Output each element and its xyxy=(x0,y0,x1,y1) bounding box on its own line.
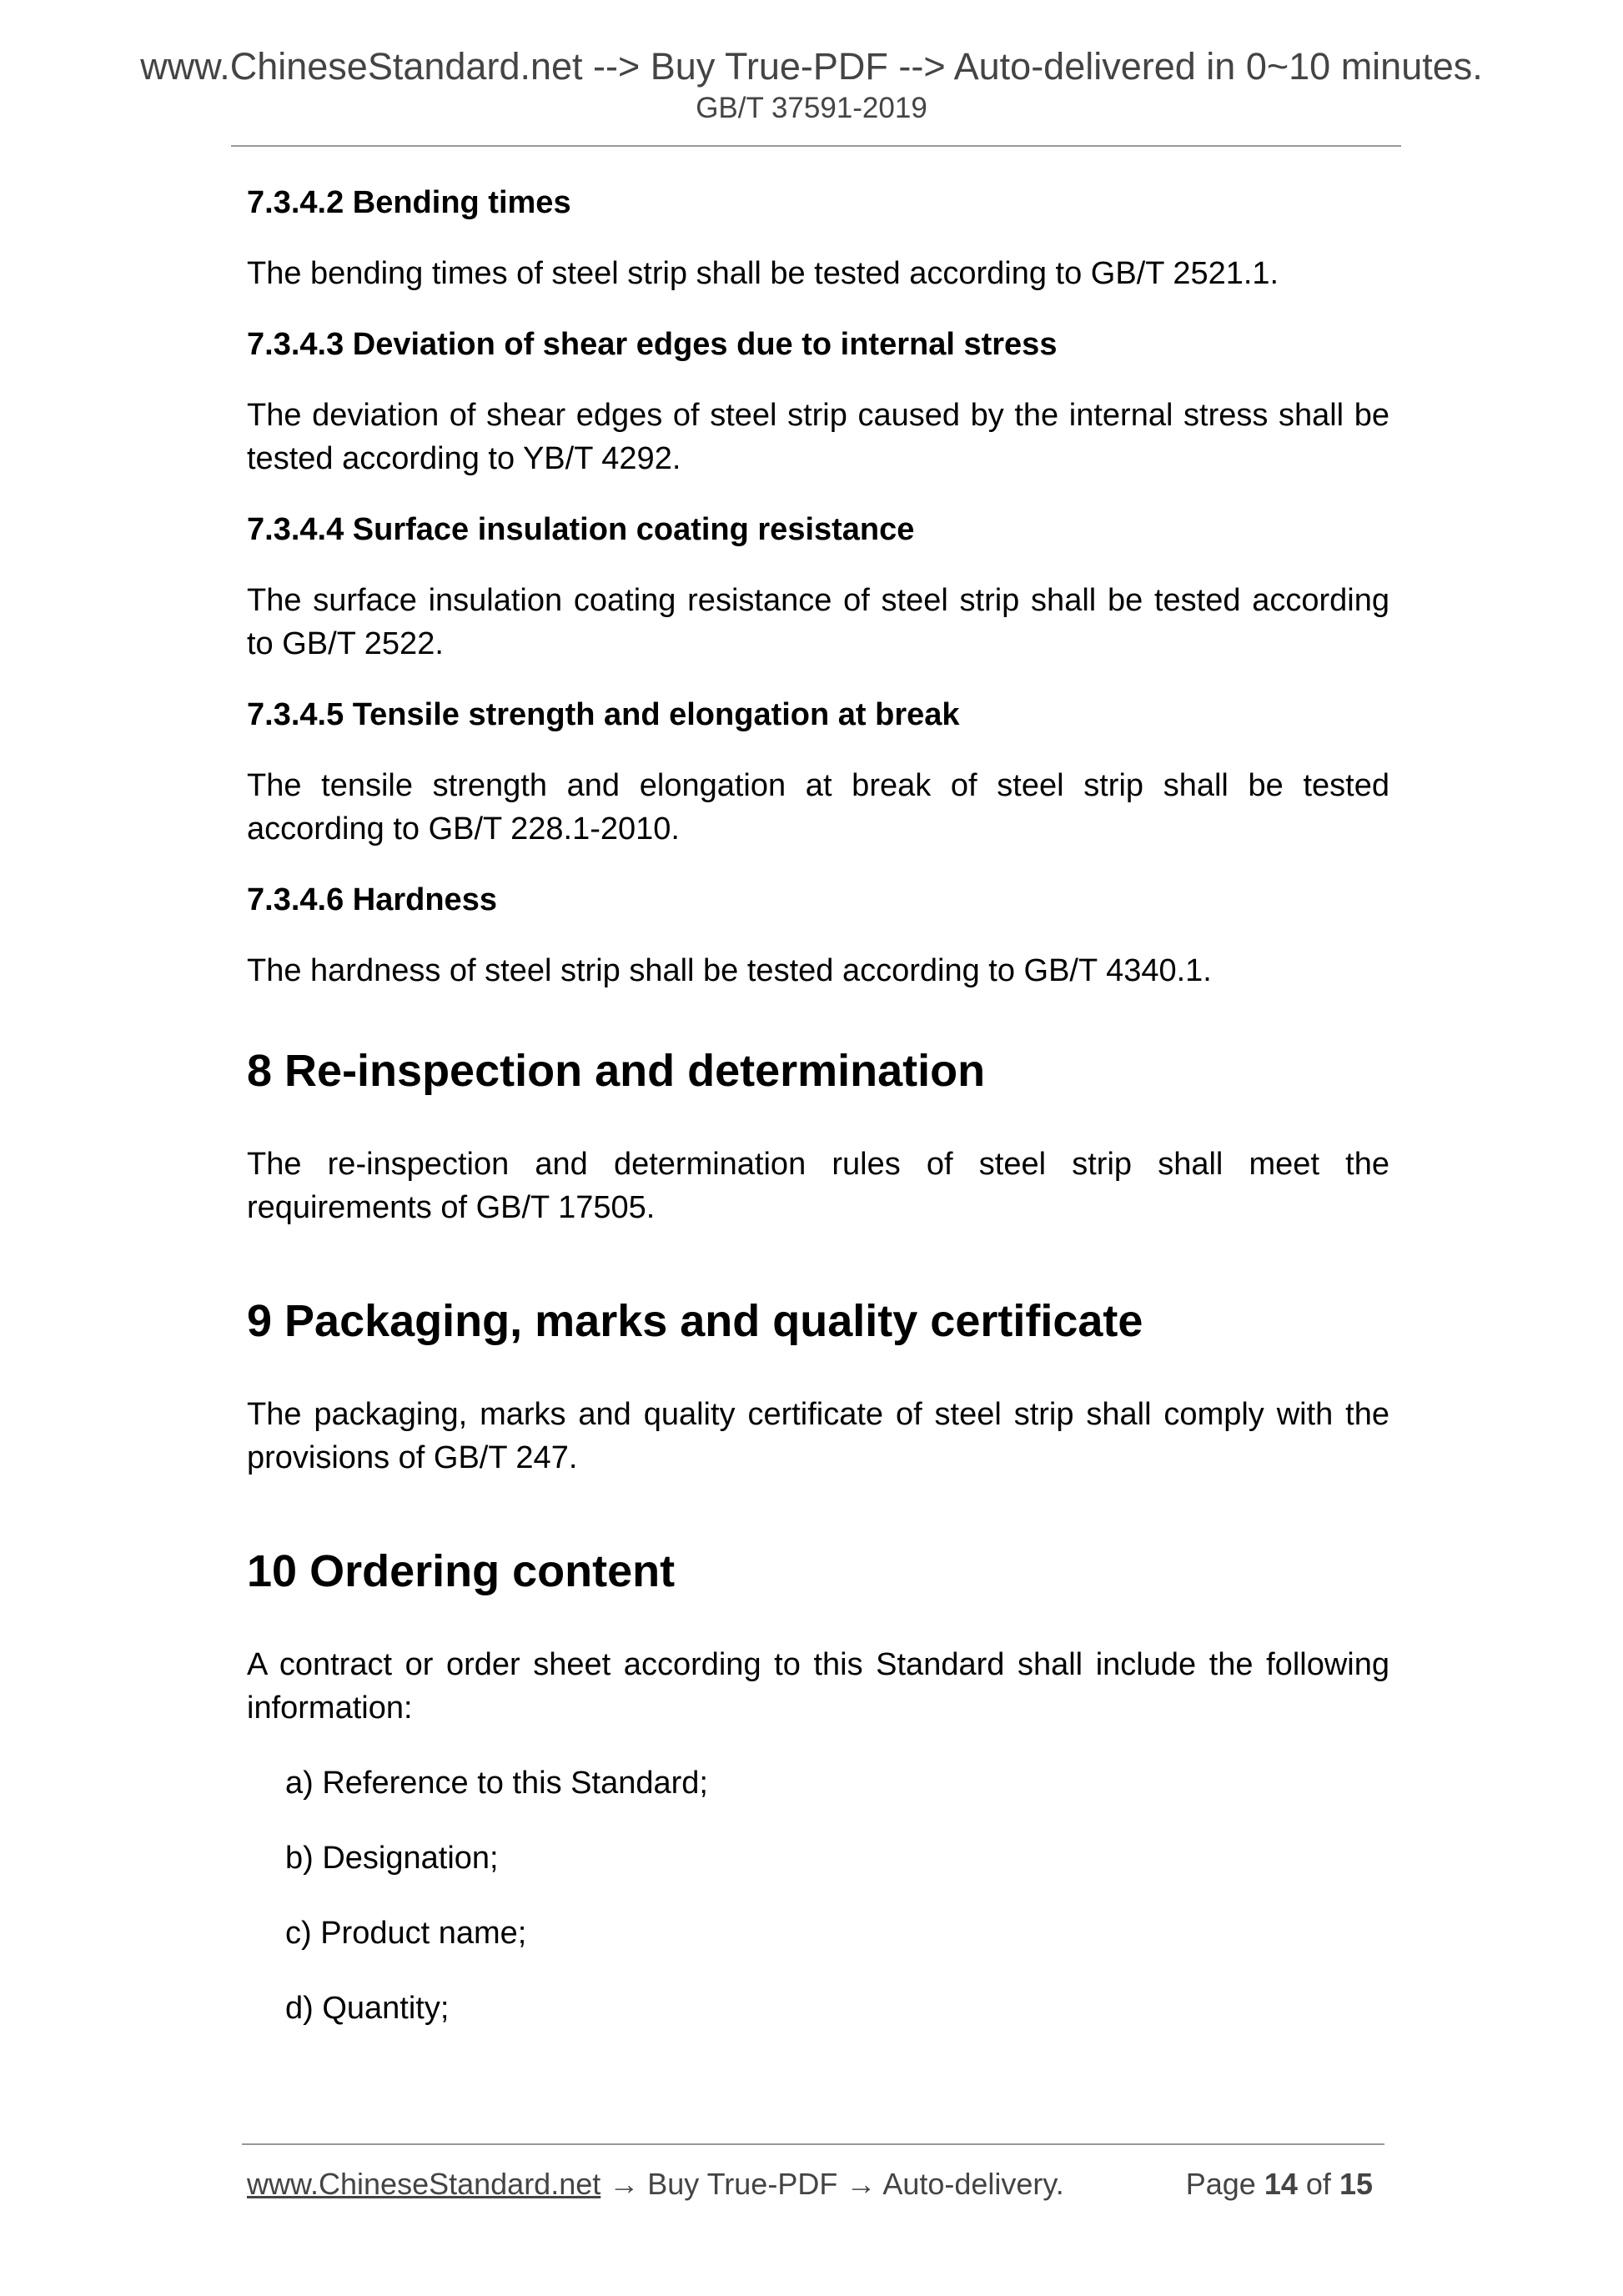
list-item: b) Designation; xyxy=(285,1841,499,1876)
paragraph-7-3-4-6: The hardness of steel strip shall be tested according to GB/T 4340.1. xyxy=(247,953,1212,988)
header-banner: www.ChineseStandard.net --> Buy True-PDF --> Auto-delivered in 0~10 minutes. xyxy=(140,45,1483,88)
list-item: d) Quantity; xyxy=(285,1991,450,2026)
heading-7-3-4-4: 7.3.4.4 Surface insulation coating resistance xyxy=(247,512,915,547)
page-header xyxy=(0,43,1623,127)
paragraph-chapter-10: A contract or order sheet according to this Standard shall include the following information: xyxy=(247,1647,1389,1726)
heading-7-3-4-5: 7.3.4.5 Tensile strength and elongation at break xyxy=(247,697,960,732)
heading-7-3-4-3: 7.3.4.3 Deviation of shear edges due to internal stress xyxy=(247,327,1058,362)
paragraph-chapter-8: The re-inspection and determination rules of steel strip shall meet the requirements of GB/T 17505. xyxy=(247,1147,1389,1225)
header-divider xyxy=(231,145,1401,147)
page-indicator xyxy=(1186,2163,1373,2205)
heading-7-3-4-6: 7.3.4.6 Hardness xyxy=(247,882,497,917)
footer-delivery-text: → Buy True-PDF → Auto-delivery. xyxy=(600,2167,1064,2201)
paragraph-7-3-4-5: The tensile strength and elongation at break of steel strip shall be tested according to GB/T 228.1-2010. xyxy=(247,768,1389,847)
chapter-heading-9: 9 Packaging, marks and quality certificate xyxy=(247,1296,1143,1346)
page-number: 14 xyxy=(1264,2167,1298,2201)
of-label: of xyxy=(1305,2167,1331,2201)
paragraph-chapter-9: The packaging, marks and quality certificate of steel strip shall comply with the provisions of GB/T 247. xyxy=(247,1397,1389,1475)
chapter-heading-10: 10 Ordering content xyxy=(247,1546,676,1596)
paragraph-7-3-4-2: The bending times of steel strip shall be tested according to GB/T 2521.1. xyxy=(247,256,1279,291)
page-footer xyxy=(247,2163,1381,2205)
footer-site-link[interactable]: www.ChineseStandard.net xyxy=(247,2167,601,2201)
total-pages: 15 xyxy=(1339,2167,1373,2201)
page-label: Page xyxy=(1185,2167,1256,2201)
paragraph-7-3-4-3: The deviation of shear edges of steel strip caused by the internal stress shall be tested according to YB/T 4292. xyxy=(247,398,1389,476)
footer-left xyxy=(247,2163,1064,2205)
heading-7-3-4-2: 7.3.4.2 Bending times xyxy=(247,185,571,220)
footer-divider xyxy=(242,2143,1384,2145)
chapter-heading-8: 8 Re-inspection and determination xyxy=(247,1046,986,1096)
standard-code: GB/T 37591-2019 xyxy=(696,92,927,124)
page-content xyxy=(247,178,1389,2030)
list-item: a) Reference to this Standard; xyxy=(285,1766,708,1801)
list-item: c) Product name; xyxy=(285,1916,527,1951)
paragraph-7-3-4-4: The surface insulation coating resistance of steel strip shall be tested according to GB/T 2522. xyxy=(247,583,1389,661)
